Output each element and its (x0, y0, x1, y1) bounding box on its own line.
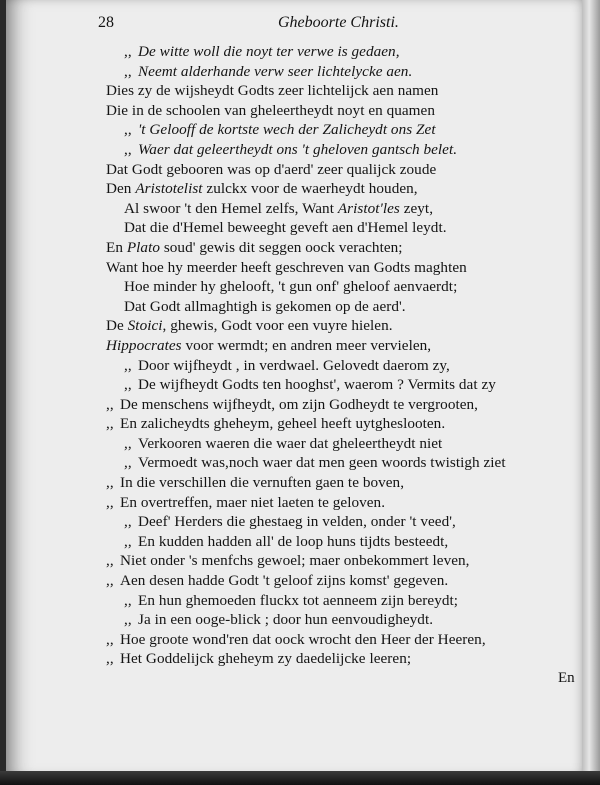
verse-line (106, 395, 576, 415)
quote-mark: ,, (124, 62, 132, 80)
text-segment: En overtreffen, maer niet laeten te geloven. (120, 493, 386, 511)
verse-line (106, 101, 576, 121)
quote-mark: ,, (106, 552, 114, 570)
verse-line (106, 218, 576, 238)
book-page (6, 0, 584, 775)
scan-bottom-shadow (0, 771, 600, 785)
verse-line (106, 297, 576, 317)
verse-line (106, 356, 576, 376)
verse-line (106, 532, 576, 552)
text-segment: Want hoe hy meerder heeft geschreven van Godts maghten (106, 258, 467, 276)
catchword: En (558, 670, 575, 686)
verse-line (106, 649, 576, 669)
text-segment: voor wermdt; en andren meer vervielen, (181, 336, 432, 354)
page-number: 28 (98, 14, 114, 31)
quote-mark: ,, (124, 532, 132, 550)
verse-line (106, 160, 576, 180)
text-segment: En (106, 238, 127, 256)
quote-mark: ,, (106, 650, 114, 668)
verse-line (106, 375, 576, 395)
text-segment: Deef' Herders die ghestaeg in velden, onder 't veed', (138, 513, 456, 531)
verse-line (106, 591, 576, 611)
text-segment: Dies zy de wijsheydt Godts zeer lichtelijck aen namen (106, 82, 439, 100)
page-header (98, 14, 544, 40)
quote-mark: ,, (124, 121, 132, 139)
text-segment: En kudden hadden all' de loop huns tijdts besteedt, (138, 532, 449, 550)
text-segment: Den (106, 180, 136, 198)
verse-line (106, 258, 576, 278)
italic-segment: Hippocrates (106, 336, 182, 354)
text-segment: Hoe groote wond'ren dat oock wrocht den Heer der Heeren, (120, 630, 486, 648)
text-segment: Hoe minder hy ghelooft, 't gun onf' gheloof aenvaerdt; (124, 278, 458, 296)
italic-segment: Neemt alderhande verw seer lichtelycke aen. (138, 62, 413, 80)
quote-mark: ,, (106, 630, 114, 648)
verse-line (106, 199, 576, 219)
verse-line (106, 120, 576, 140)
italic-segment: Aristotelist (135, 180, 203, 198)
quote-mark: ,, (124, 140, 132, 158)
text-segment: Al swoor 't den Hemel zelfs, Want (124, 199, 338, 217)
text-segment: Vermoedt was,noch waer dat men geen woords twistigh ziet (138, 454, 506, 472)
italic-segment: Waer dat geleertheydt ons 't gheloven gantsch belet. (138, 140, 458, 158)
verse-line (106, 316, 576, 336)
verse-line (106, 81, 576, 101)
verse-line (106, 434, 576, 454)
verse-line (106, 42, 576, 62)
quote-mark: ,, (106, 415, 114, 433)
italic-segment: Aristot'les (337, 199, 400, 217)
quote-mark: ,, (106, 572, 114, 590)
quote-mark: ,, (106, 474, 114, 492)
verse-line (106, 630, 576, 650)
text-segment: Niet onder 's menfchs gewoel; maer onbekommert leven, (120, 552, 470, 570)
poem-text (106, 42, 576, 669)
verse-line (106, 62, 576, 82)
quote-mark: ,, (124, 454, 132, 472)
text-segment: In die verschillen die vernuften gaen te boven, (120, 474, 405, 492)
verse-line (106, 140, 576, 160)
text-segment: En hun ghemoeden fluckx tot aenneem zijn bereydt; (138, 591, 459, 609)
text-segment: De (106, 317, 128, 335)
text-segment: De menschens wijfheydt, om zijn Godheydt te vergrooten, (120, 395, 479, 413)
quote-mark: ,, (124, 611, 132, 629)
quote-mark: ,, (124, 376, 132, 394)
quote-mark: ,, (106, 493, 114, 511)
italic-segment: Plato (126, 238, 160, 256)
verse-line (106, 493, 576, 513)
quote-mark: ,, (124, 591, 132, 609)
text-segment: Aen desen hadde Godt 't geloof zijns komst' gegeven. (120, 572, 449, 590)
next-page-edge (582, 0, 600, 785)
quote-mark: ,, (124, 513, 132, 531)
text-segment: En zalicheydts gheheym, geheel heeft uytgheslooten. (120, 415, 446, 433)
text-segment: zeyt, (399, 199, 434, 217)
quote-mark: ,, (106, 395, 114, 413)
text-segment: Dat die d'Hemel beweeght geveft aen d'Hemel leydt. (124, 219, 447, 237)
verse-line (106, 179, 576, 199)
text-segment: , ghewis, Godt voor een vuyre hielen. (162, 317, 393, 335)
text-segment: De wijfheydt Godts ten hooghst', waerom ? Vermits dat zy (138, 376, 496, 394)
text-segment: Dat Godt gebooren was op d'aerd' zeer qualijck zoude (106, 160, 437, 178)
verse-line (106, 453, 576, 473)
text-segment: Ja in een ooge-blick ; door hun eenvoudigheydt. (138, 611, 434, 629)
quote-mark: ,, (124, 43, 132, 60)
verse-line (106, 512, 576, 532)
text-segment: Verkooren waeren die waer dat gheleertheydt niet (138, 434, 443, 452)
text-segment: zulckx voor de waerheydt houden, (202, 180, 418, 198)
verse-line (106, 551, 576, 571)
quote-mark: ,, (124, 434, 132, 452)
text-segment: Het Goddelijck gheheym zy daedelijcke leeren; (120, 650, 412, 668)
verse-line (106, 473, 576, 493)
verse-line (106, 277, 576, 297)
text-segment: soud' gewis dit seggen oock verachten; (159, 238, 403, 256)
verse-line (106, 610, 576, 630)
verse-line (106, 238, 576, 258)
text-segment: Dat Godt allmaghtigh is gekomen op de aerd'. (124, 297, 406, 315)
verse-line (106, 571, 576, 591)
text-segment: Door wijfheydt , in verdwael. Gelovedt daerom zy, (138, 356, 450, 374)
running-head: Gheboorte Christi. (278, 14, 399, 31)
text-segment: Die in de schoolen van gheleertheydt noyt en quamen (106, 101, 435, 119)
italic-segment: De witte woll die noyt ter verwe is gedaen, (138, 43, 400, 60)
italic-segment: Stoici (127, 317, 163, 335)
verse-line (106, 414, 576, 434)
verse-line (106, 336, 576, 356)
quote-mark: ,, (124, 356, 132, 374)
italic-segment: 't Gelooff de kortste wech der Zalicheydt ons Zet (138, 121, 436, 139)
